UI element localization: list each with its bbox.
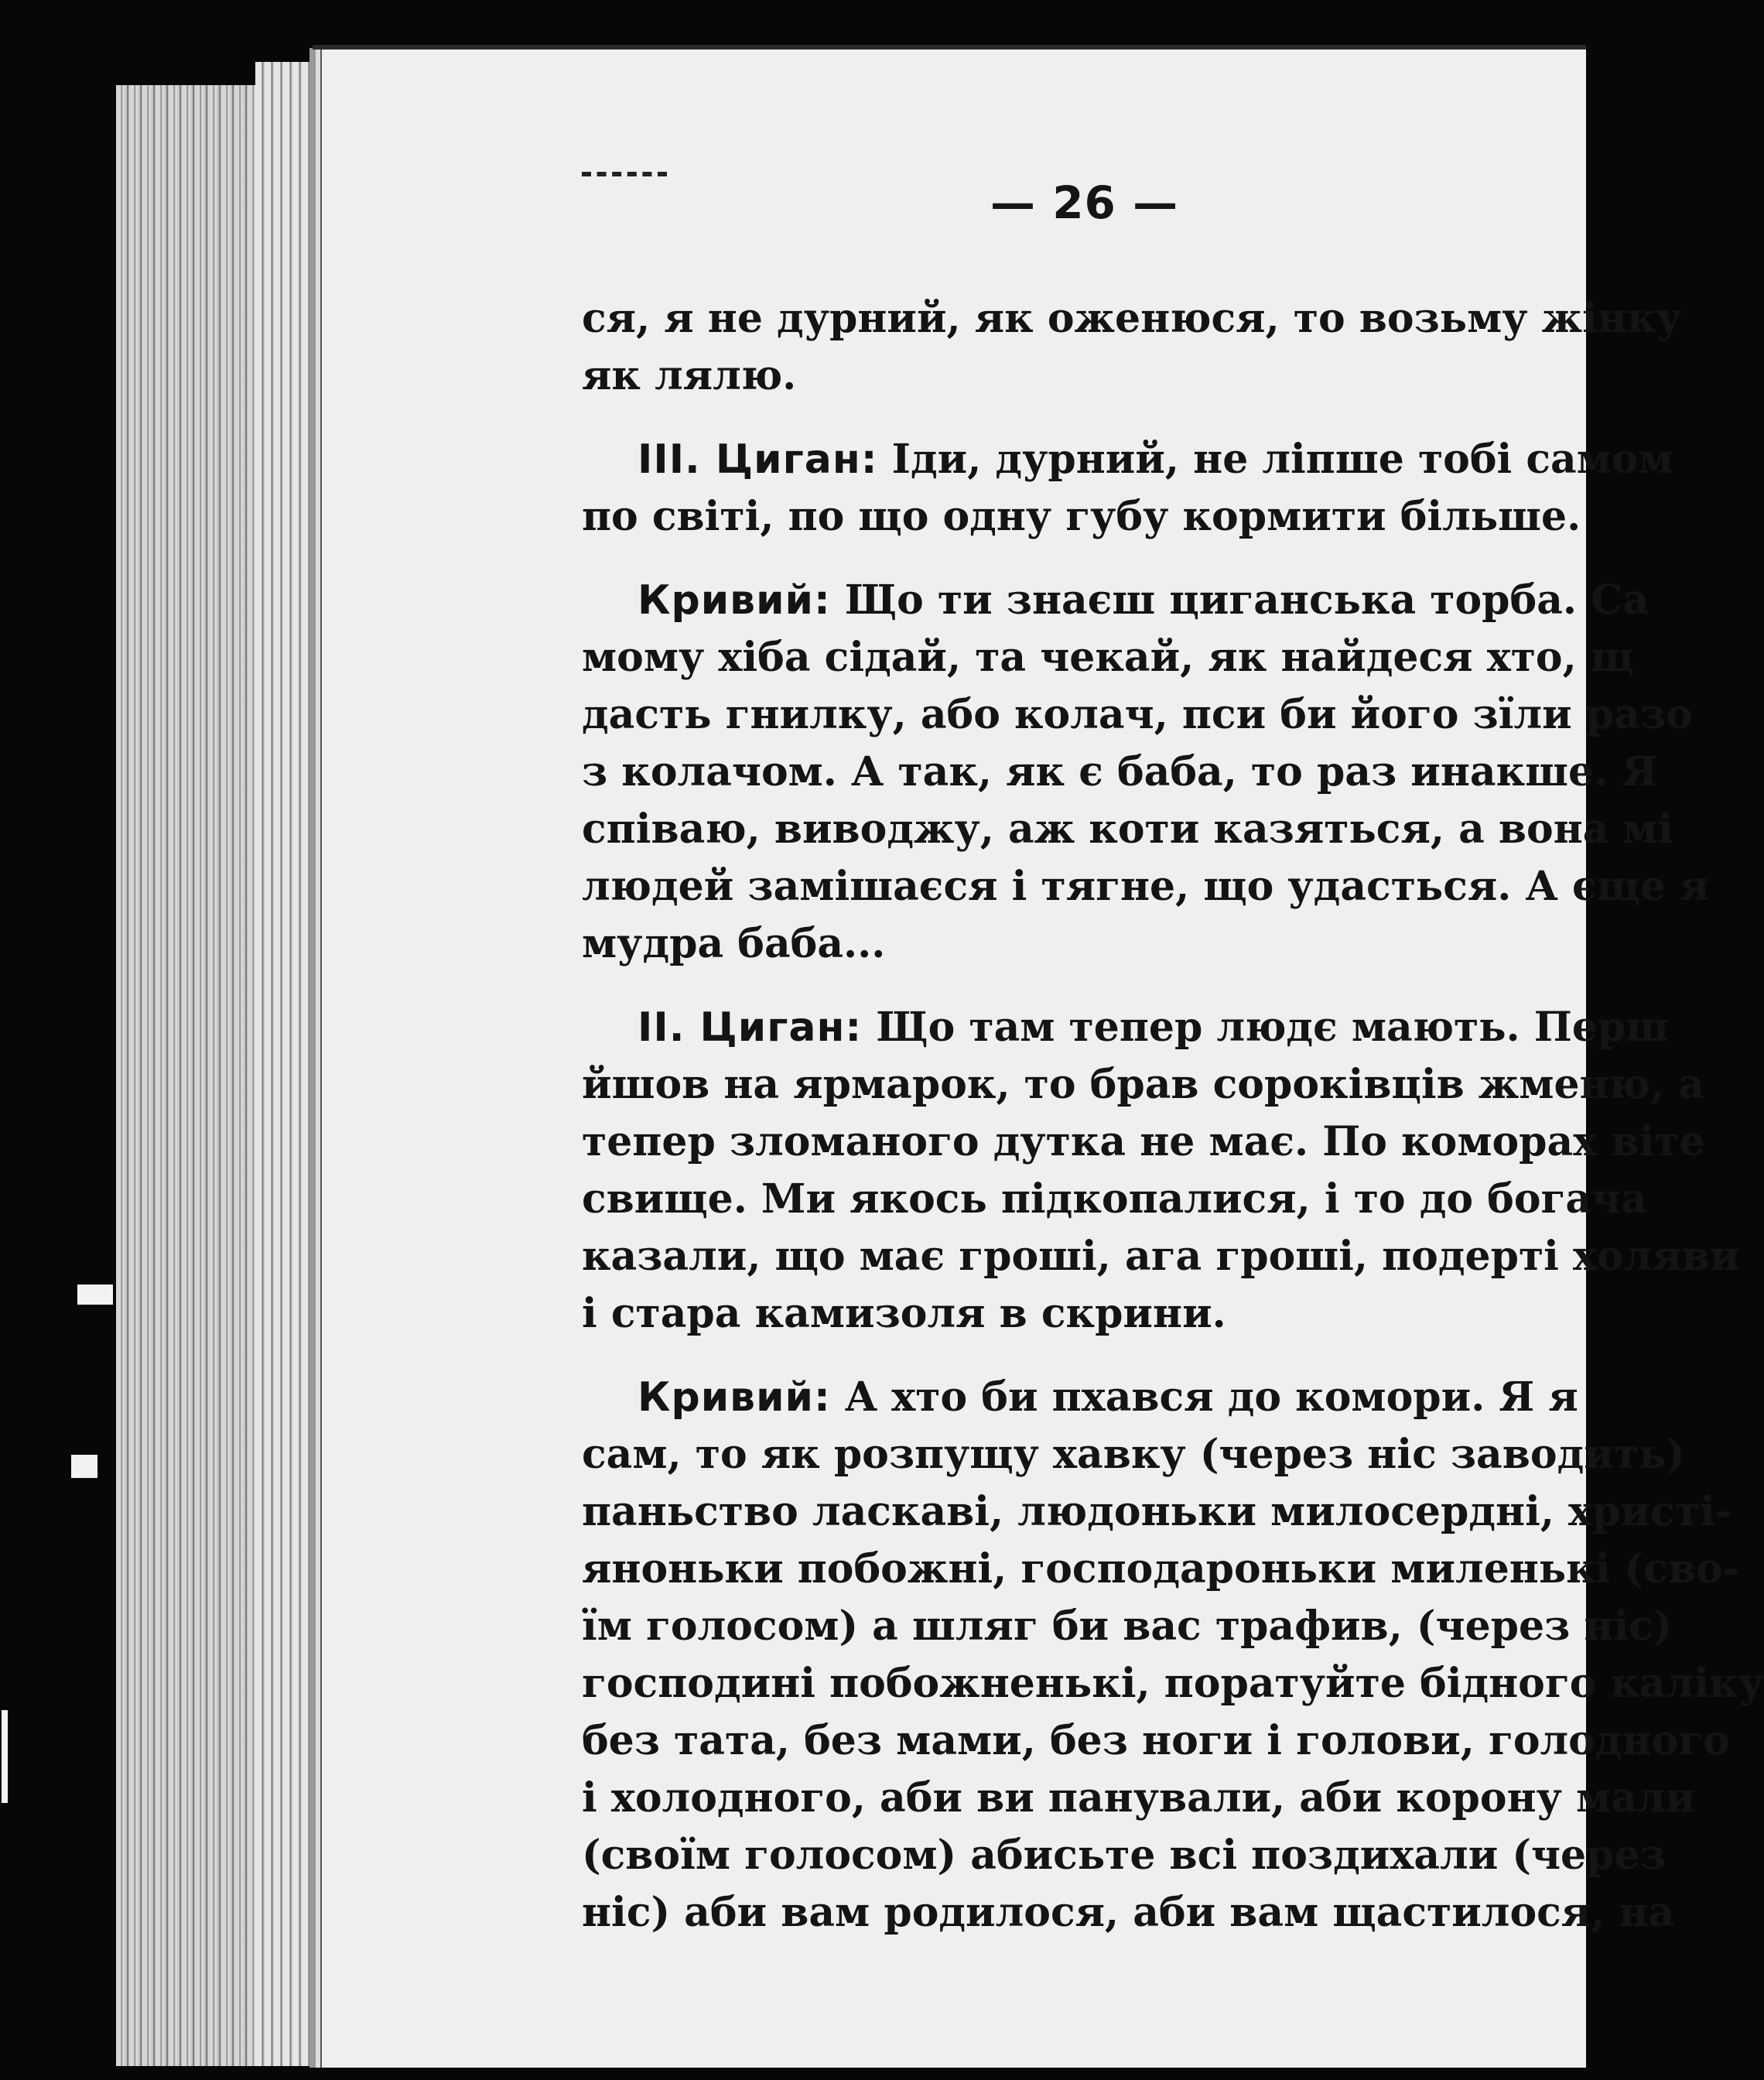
paragraph-1 [582, 431, 1673, 546]
scan-speck [2, 1710, 8, 1803]
text-run: Що ти знаєш циганська торба. Са [844, 576, 1649, 624]
speaker-label: III. Циган: [638, 436, 878, 483]
text-line: з колачом. А так, як є баба, то раз инакше. Я [582, 748, 1658, 795]
text-run: Що там тепер людє мають. Перш [876, 1004, 1670, 1051]
page-number: — 26 — [990, 176, 1179, 229]
text-line: мудра баба... [582, 920, 886, 967]
text-line: без тата, без мами, без ноги і голови, голодного [582, 1717, 1730, 1764]
text-line: (своїм голосом) абисьте всі поздихали (через [582, 1832, 1666, 1879]
page-text [582, 290, 1764, 1954]
text-line: і холодного, аби ви панували, аби корону мали [582, 1774, 1696, 1822]
scan-speck [71, 1455, 97, 1478]
text-line: дасть гнилку, або колач, пси би його зїли разо [582, 691, 1693, 738]
scan-speck [77, 1285, 113, 1305]
text-line: свище. Ми якось підкопалися, і то до богача [582, 1175, 1647, 1223]
text-run: А хто би пхався до комори. Я я [844, 1374, 1578, 1421]
text-line: яноньки побожні, господароньки миленькі (сво- [582, 1545, 1740, 1592]
text-line [582, 999, 1670, 1056]
text-line: ся, я не дурний, як оженюся, то возьму жінку [582, 295, 1682, 342]
text-line: співаю, виводжу, аж коти казяться, а вона мі [582, 806, 1673, 853]
text-line: казали, що має гроші, ага гроші, подерті холяви [582, 1233, 1740, 1280]
header-dash-marks [582, 172, 667, 183]
text-line: і стара камизоля в скрини. [582, 1290, 1226, 1337]
text-line: людей замішаєся і тягне, що удасться. А єще я [582, 863, 1710, 910]
text-line: тепер зломаного дутка не має. По коморах віте [582, 1118, 1705, 1165]
text-line: йшов на ярмарок, то брав сороківців жменю, а [582, 1061, 1704, 1108]
paragraph-3 [582, 999, 1740, 1343]
text-line: ніс) аби вам родилося, аби вам щастилося, на [582, 1889, 1675, 1936]
speaker-label: II. Циган: [638, 1004, 863, 1051]
page-top-edge [313, 45, 1586, 50]
text-line: по світі, по що одну губу кормити більше. [582, 493, 1581, 540]
text-line: паньство ласкаві, людоньки милосердні, христі- [582, 1488, 1732, 1535]
text-line [582, 572, 1649, 629]
text-line: їм голосом) а шляг би вас трафив, (через ніс) [582, 1603, 1673, 1650]
text-line: як лялю. [582, 352, 797, 399]
speaker-label: Кривий: [638, 1374, 831, 1421]
paragraph-2 [582, 572, 1710, 973]
paragraph-0 [582, 290, 1682, 405]
text-line: сам, то як розпущу хавку (через ніс заводить) [582, 1431, 1685, 1478]
text-line [582, 431, 1673, 488]
text-line: мому хіба сідай, та чекай, як найдеся хто, щ [582, 634, 1635, 681]
text-line [582, 1369, 1586, 1426]
text-line: господині побожненькі, поратуйте бідного каліку [582, 1660, 1764, 1707]
text-run: Іди, дурний, не лiпше тобі самом [891, 436, 1673, 483]
speaker-label: Кривий: [638, 577, 831, 624]
paragraph-4 [582, 1369, 1764, 1941]
